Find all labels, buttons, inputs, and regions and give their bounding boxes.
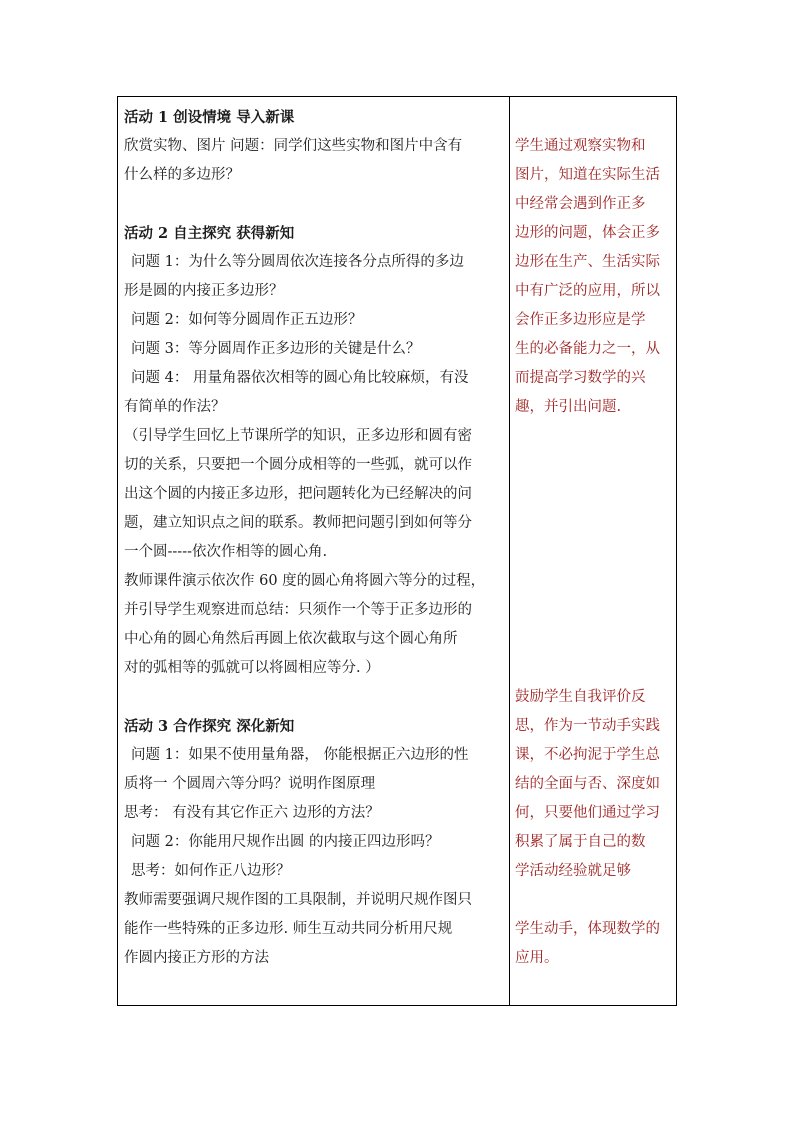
activity-2-line: 一个圆-----依次作相等的圆心角. [124, 544, 328, 560]
intent-line: 学生动手，体现数学的 [515, 921, 660, 937]
activity-2-line: 题，建立知识点之间的联系。教师把问题引到如何等分 [124, 515, 472, 531]
activity-2-line: 有简单的作法？ [124, 399, 226, 415]
activity-2-line: 问题 4： 用量角器依次相等的圆心角比较麻烦，有没 [131, 370, 469, 386]
activity-3-line: 作圆内接正方形的方法 [124, 950, 269, 966]
activity-1-line: 什么样的多边形？ [124, 167, 240, 183]
activity-3-line: 能作一些特殊的正多边形. 师生互动共同分析用尺规 [124, 921, 453, 937]
intent-line: 中有广泛的应用，所以 [515, 283, 660, 299]
intent-line: 思，作为一节动手实践 [515, 718, 660, 734]
activity-2-line: （引导学生回忆上节课所学的知识，正多边形和圆有密 [124, 428, 472, 444]
intent-line: 鼓励学生自我评价反 [515, 689, 646, 705]
intent-line: 趣，并引出问题. [515, 399, 622, 415]
activity-3-line: 教师需要强调尺规作图的工具限制，并说明尺规作图只 [124, 892, 472, 908]
design-intent-column [515, 103, 675, 973]
activity-2-line: 问题 2：如何等分圆周作正五边形？ [131, 312, 363, 328]
activity-2-line: 教师课件演示依次作 60 度的圆心角将圆六等分的过程， [124, 573, 486, 589]
activity-3-line: 质将一 个圆周六等分吗？说明作图原理 [124, 776, 376, 792]
intent-line: 中经常会遇到作正多 [515, 196, 646, 212]
intent-line: 学活动经验就足够 [515, 863, 631, 879]
activity-1-line: 欣赏实物、图片 问题：同学们这些实物和图片中含有 [124, 138, 463, 154]
intent-line: 积累了属于自己的数 [515, 834, 646, 850]
activity-2-line: 对的弧相等的弧就可以将圆相应等分. ） [124, 660, 380, 676]
activity-3-line: 思考： 有没有其它作正六 边形的方法？ [124, 805, 380, 821]
intent-line: 会作正多边形应是学 [515, 312, 646, 328]
activity-3-line: 思考：如何作正八边形？ [131, 863, 291, 879]
activity-1-title: 活动 1 创设情境 导入新课 [124, 109, 295, 126]
activity-2-line: 出这个圆的内接正多边形，把问题转化为已经解决的问 [124, 486, 472, 502]
activity-2-line: 切的关系，只要把一个圆分成相等的一些弧，就可以作 [124, 457, 472, 473]
activity-2-line: 中心角的圆心角然后再圆上依次截取与这个圆心角所 [124, 631, 458, 647]
intent-line: 何，只要他们通过学习 [515, 805, 660, 821]
activity-3-line: 问题 2：你能用尺规作出圆 的内接正四边形吗？ [131, 834, 440, 850]
activity-3-title: 活动 3 合作探究 深化新知 [124, 718, 295, 735]
intent-line: 边形的问题，体会正多 [515, 225, 660, 241]
intent-line: 应用。 [515, 950, 559, 966]
intent-line: 结的全面与否、深度如 [515, 776, 660, 792]
activity-2-line: 问题 1：为什么等分圆周依次连接各分点所得的多边 [131, 254, 464, 270]
activity-2-line: 问题 3：等分圆周作正多边形的关键是什么？ [131, 341, 421, 357]
lesson-plan-table [117, 96, 677, 1006]
column-divider [509, 97, 510, 1005]
activity-2-title: 活动 2 自主探究 获得新知 [124, 225, 295, 242]
intent-line: 图片，知道在实际生活 [515, 167, 660, 183]
intent-line: 边形在生产、生活实际 [515, 254, 660, 270]
teaching-process-column [124, 103, 505, 973]
activity-3-line: 问题 1：如果不使用量角器， 你能根据正六边形的性 [131, 747, 469, 763]
activity-2-line: 形是圆的内接正多边形？ [124, 283, 284, 299]
intent-line: 生的必备能力之一，从 [515, 341, 660, 357]
intent-line: 课，不必拘泥于学生总 [515, 747, 660, 763]
intent-line: 而提高学习数学的兴 [515, 370, 646, 386]
activity-2-line: 并引导学生观察进而总结：只须作一个等于正多边形的 [124, 602, 472, 618]
intent-line: 学生通过观察实物和 [515, 138, 646, 154]
